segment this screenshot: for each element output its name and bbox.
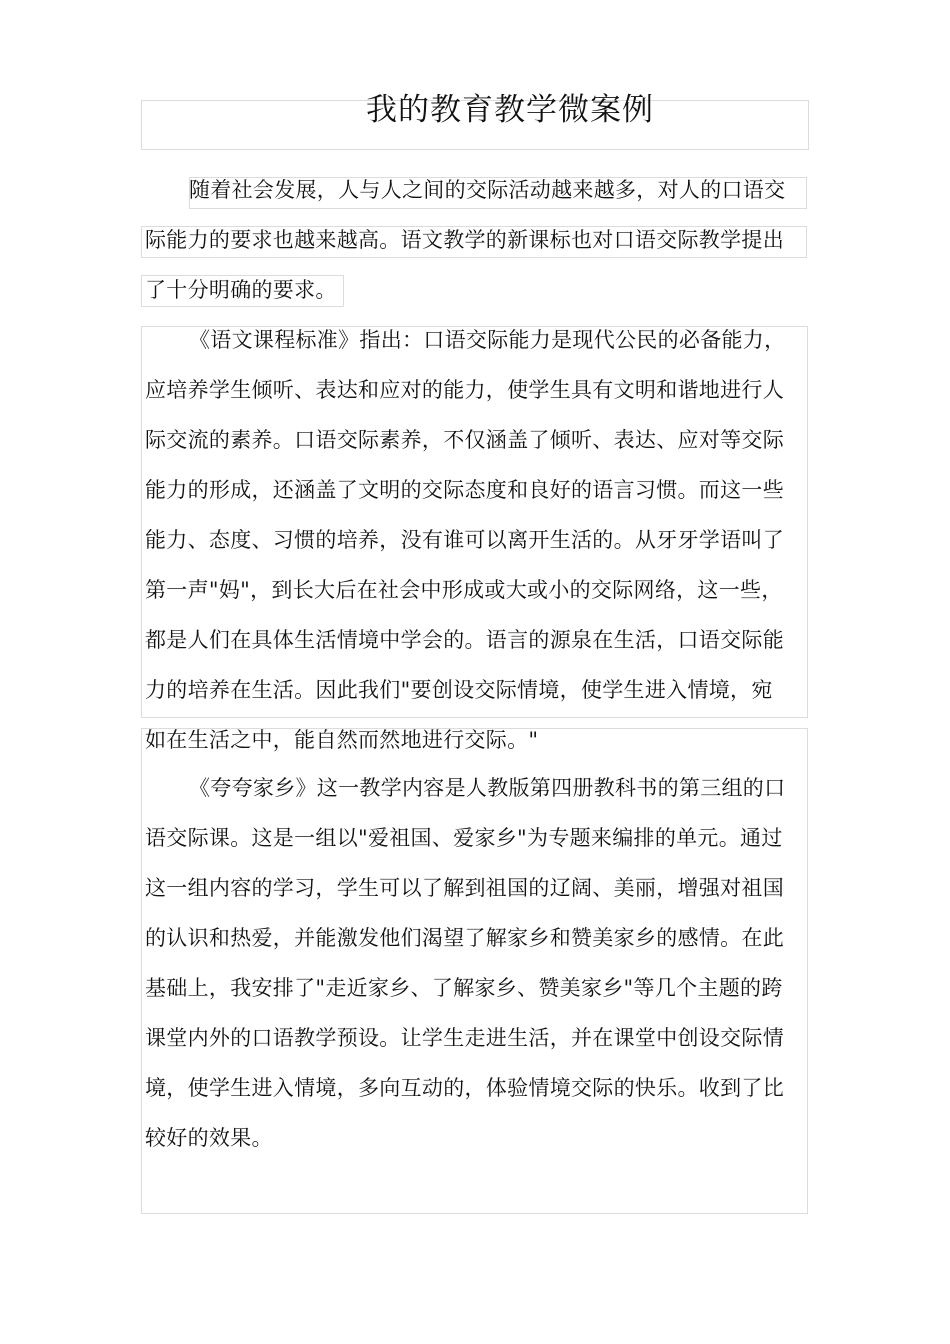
paragraph-line: 力的培养在生活。因此我们"要创设交际情境，使学生进入情境，宛	[145, 678, 773, 702]
paragraph-line: 应培养学生倾听、表达和应对的能力，使学生具有文明和谐地进行人	[145, 378, 784, 402]
paragraph-line: 较好的效果。	[145, 1126, 273, 1150]
paragraph-line: 基础上，我安排了"走近家乡、了解家乡、赞美家乡"等几个主题的跨	[145, 976, 783, 1000]
paragraph-line: 《夸夸家乡》这一教学内容是人教版第四册教科书的第三组的口	[189, 776, 786, 800]
page-title: 我的教育教学微案例	[366, 92, 654, 128]
paragraph-line: 都是人们在具体生活情境中学会的。语言的源泉在生活，口语交际能	[145, 628, 784, 652]
paragraph-line: 这一组内容的学习，学生可以了解到祖国的辽阔、美丽，增强对祖国	[145, 876, 784, 900]
paragraph-line: 《语文课程标准》指出：口语交际能力是现代公民的必备能力，	[189, 328, 786, 352]
paragraph-line: 随着社会发展，人与人之间的交际活动越来越多，对人的口语交	[189, 178, 786, 202]
paragraph-line: 了十分明确的要求。	[145, 278, 337, 302]
paragraph-line: 第一声"妈"，到长大后在社会中形成或大或小的交际网络，这一些，	[145, 578, 783, 602]
paragraph-line: 如在生活之中，能自然而然地进行交际。"	[145, 728, 539, 752]
paragraph-line: 课堂内外的口语教学预设。让学生走进生活，并在课堂中创设交际情	[145, 1026, 784, 1050]
paragraph-line: 的认识和热爱，并能激发他们渴望了解家乡和赞美家乡的感情。在此	[145, 926, 784, 950]
paragraph-line: 语交际课。这是一组以"爱祖国、爱家乡"为专题来编排的单元。通过	[145, 826, 783, 850]
paragraph-line: 际交流的素养。口语交际素养，不仅涵盖了倾听、表达、应对等交际	[145, 428, 784, 452]
paragraph-line: 能力的形成，还涵盖了文明的交际态度和良好的语言习惯。而这一些	[145, 478, 784, 502]
paragraph-line: 际能力的要求也越来越高。语文教学的新课标也对口语交际教学提出	[145, 228, 784, 252]
paragraph-line: 境，使学生进入情境，多向互动的，体验情境交际的快乐。收到了比	[145, 1076, 784, 1100]
paragraph-line: 能力、态度、习惯的培养，没有谁可以离开生活的。从牙牙学语叫了	[145, 528, 784, 552]
